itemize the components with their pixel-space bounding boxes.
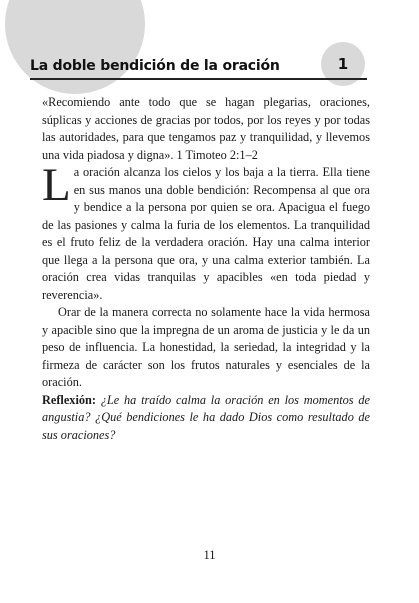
reflection-question: ¿Le ha traído calma la oración en los momentos de angustia? ¿Qué bendiciones le ha dado Dios como resultado de sus oraciones?: [42, 392, 370, 442]
title-underline: [30, 78, 367, 80]
scripture-quote: «Recomiendo ante todo que se hagan plegarias, oraciones, súplicas y acciones de gracias por todos, por los reyes y por todas las autoridades, para que tengamos paz y tranquilidad, y llevemos una vida piadosa y digna». 1 Timoteo 2:1–2: [42, 95, 370, 162]
paragraph-1: [42, 159, 370, 304]
drop-cap: L: [42, 159, 71, 211]
paragraph-1-text: a oración alcanza los cielos y los baja a la tierra. Ella tiene en sus manos una doble bendición: Recompensa al que ora y bendice a la persona por quien se ora. Apacigua el fuego de las pasiones y calma la furia de los elementos. La tranquilidad es el fruto feliz de la verdadera oración. Hay una calma interior que llega a la persona que ora, y una calma exterior también. La oración crea vidas tranquilas y apacibles «en toda piedad y reverencia».: [42, 165, 370, 302]
page-number: 11: [203, 548, 216, 562]
reflection-label: Reflexión:: [42, 392, 96, 407]
page-content: [42, 94, 370, 444]
chapter-title: La doble bendición de la oración: [30, 58, 280, 74]
paragraph-2: Orar de la manera correcta no solamente hace la vida hermosa y apacible sino que la impregna de un aroma de justicia y le da un peso de influencia. La honestidad, la seriedad, la integridad y la firmeza de carácter son los frutos naturales y esenciales de la oración.: [42, 305, 370, 389]
reflection: [42, 392, 370, 445]
chapter-number: 1: [337, 55, 349, 73]
